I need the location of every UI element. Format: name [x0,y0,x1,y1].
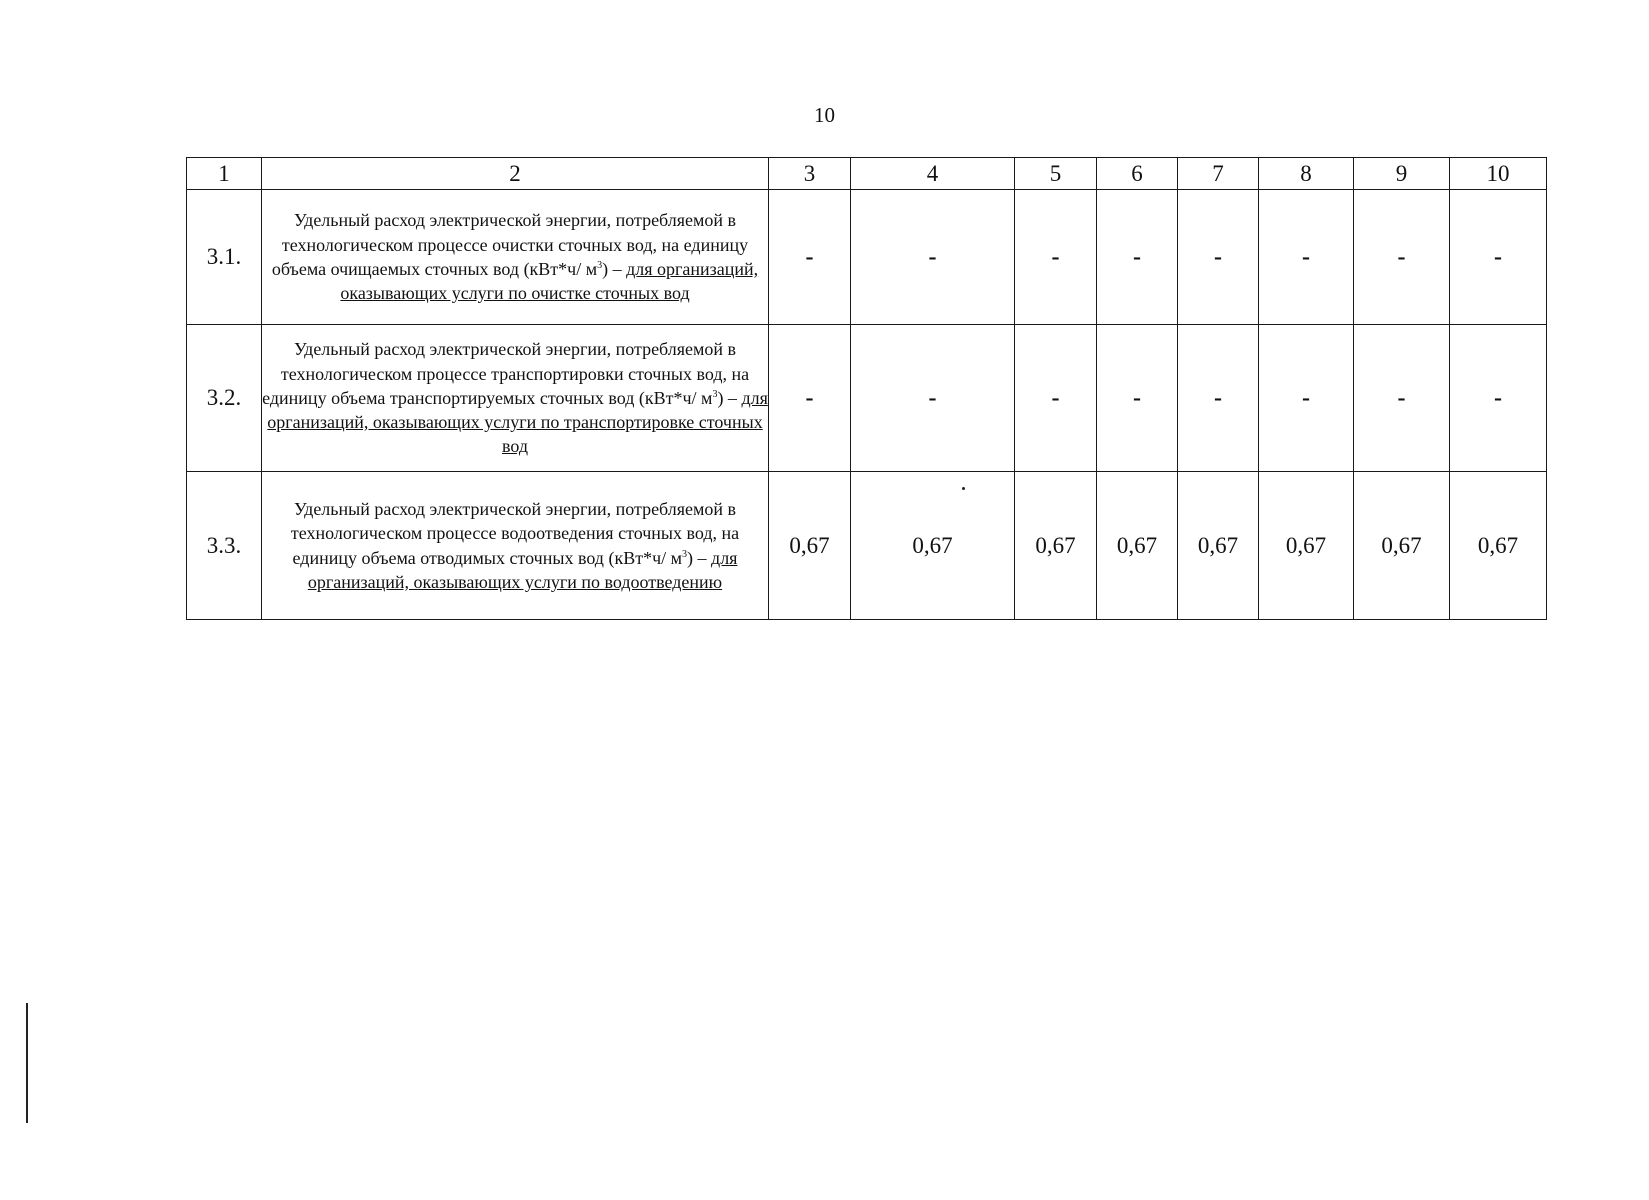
value-cell: 0,67 [1178,472,1259,620]
description-text: Удельный расход электрической энергии, потребляемой в технологическом процессе водоотведения сточных вод, на единицу объема отводимых сточных вод (кВт*ч/ м [290,498,740,568]
table-row [187,472,1547,620]
value-cell: 0,67 [1450,472,1547,620]
description-text: Удельный расход электрической энергии, потребляемой в технологическом процессе транспортировки сточных вод, на единицу объема транспортируемых сточных вод (кВт*ч/ м [262,339,750,408]
value-cell: - [1015,325,1097,472]
description-scope: для организаций, оказывающих услуги по транспортировке сточных вод [267,387,768,457]
column-header: 6 [1097,158,1178,190]
value-cell: - [1354,190,1450,325]
table-row [187,325,1547,472]
page-number: 10 [814,103,835,127]
value-cell: - [1097,325,1178,472]
value-cell: - [1097,190,1178,325]
value-cell: - [769,325,851,472]
description-text: ) – [602,259,627,279]
value-cell: - [1178,325,1259,472]
row-number: 3.1. [187,190,262,325]
value-cell: - [1450,325,1547,472]
value-cell: 0,67 [1097,472,1178,620]
row-description [262,190,769,325]
value-cell: - [1259,190,1354,325]
column-header: 2 [262,158,769,190]
superscript: 3 [682,548,688,560]
scan-speck [962,487,965,490]
value-cell: 0,67 [1354,472,1450,620]
value-cell: - [851,325,1015,472]
row-number: 3.2. [187,325,262,472]
value-cell: - [1015,190,1097,325]
value-cell: - [851,190,1015,325]
column-header: 3 [769,158,851,190]
column-header: 1 [187,158,262,190]
value-cell: 0,67 [1015,472,1097,620]
description-text: ) – [687,547,712,568]
table-row [187,190,1547,325]
value-cell: - [769,190,851,325]
column-header: 10 [1450,158,1547,190]
description-scope: для организаций, оказывающих услуги по очистке сточных вод [340,259,759,304]
indicators-table [186,157,1547,620]
column-header: 4 [851,158,1015,190]
value-cell: - [1259,325,1354,472]
superscript: 3 [712,388,718,400]
value-cell: - [1354,325,1450,472]
description-text: Удельный расход электрической энергии, потребляемой в технологическом процессе очистки сточных вод, на единицу объема очищаемых сточных вод (кВт*ч/ м [271,210,749,279]
column-header: 5 [1015,158,1097,190]
margin-line [26,1003,28,1123]
header-row [187,158,1547,190]
value-cell: - [1178,190,1259,325]
value-cell: 0,67 [769,472,851,620]
value-cell: - [1450,190,1547,325]
description-scope: для организаций, оказывающих услуги по водоотведению [307,547,738,592]
row-description [262,472,769,620]
column-header: 7 [1178,158,1259,190]
column-header: 8 [1259,158,1354,190]
column-header: 9 [1354,158,1450,190]
value-cell: 0,67 [851,472,1015,620]
row-description [262,325,769,472]
description-text: ) – [717,387,742,408]
value-cell: 0,67 [1259,472,1354,620]
superscript: 3 [597,260,603,271]
row-number: 3.3. [187,472,262,620]
